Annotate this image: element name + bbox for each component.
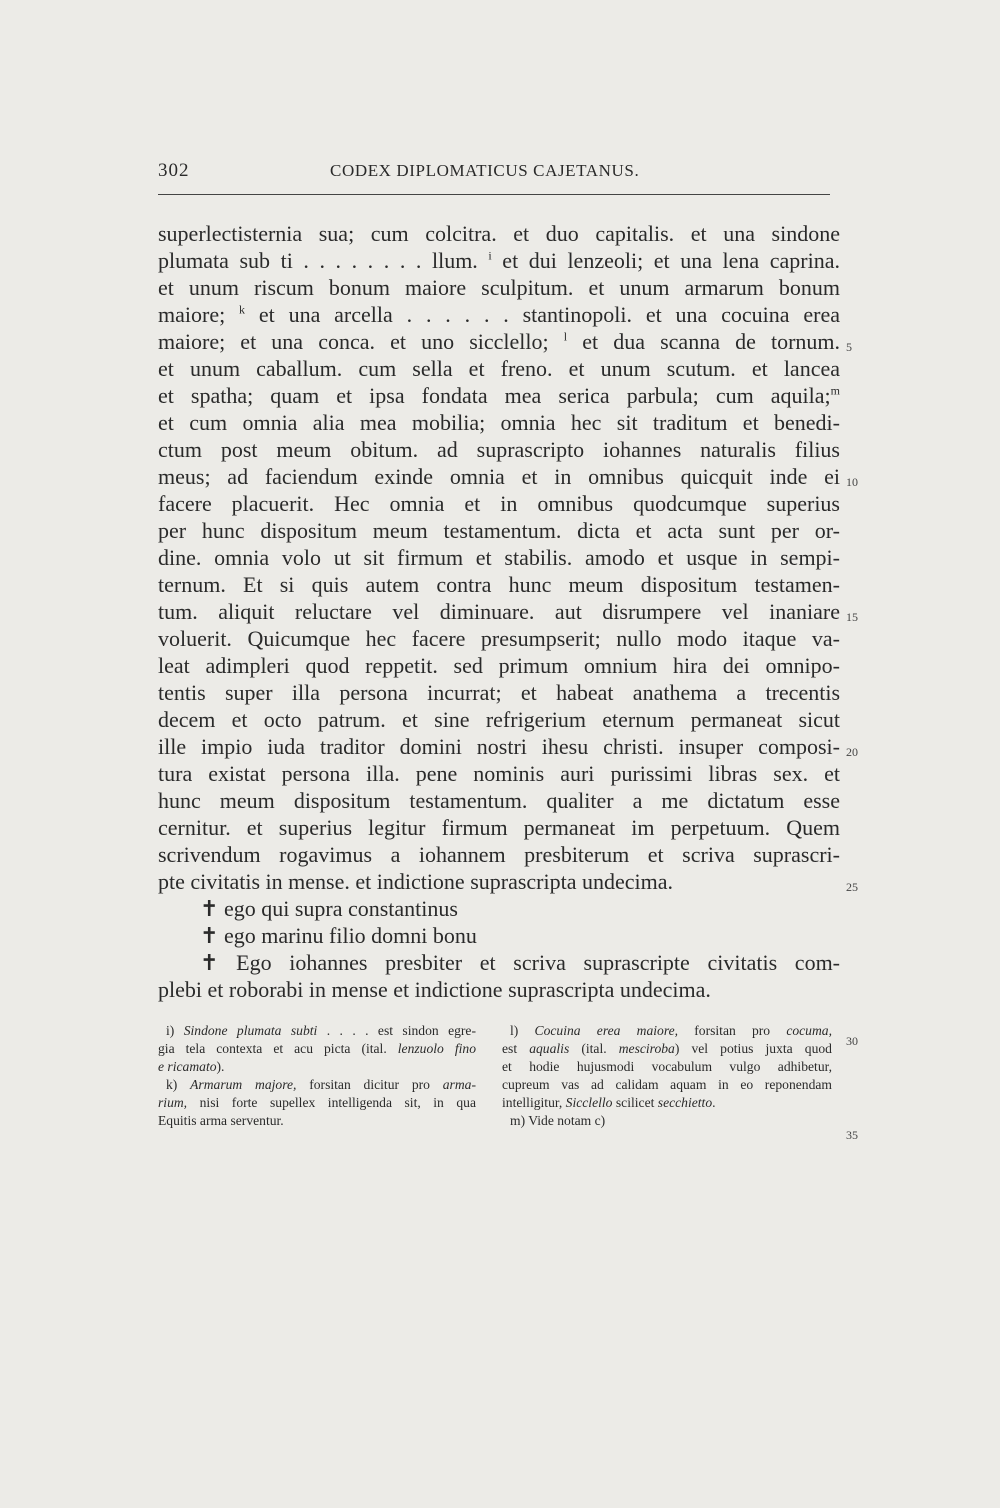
text-line: decem et octo patrum. et sine refrigerium eternum permaneat sicut <box>158 707 840 732</box>
text-line: ille impio iuda traditor domini nostri ihesu christi. insuper composi- <box>158 734 840 759</box>
text-line: ternum. Et si quis autem contra hunc meum dispositum testamen- <box>158 572 840 597</box>
cross-icon: ✝ <box>200 950 219 975</box>
text-line: plebi et roborabi in mense et indictione suprascripta undecima. <box>158 977 711 1002</box>
footnote-m: m) Vide notam c) <box>510 1113 606 1128</box>
footnotes-right: l) Cocuina erea maiore, forsitan pro cocuma, est aqualis (ital. mesciroba) vel potius juxta quod et hodie hujusmodi vocabulum vulgo adhibetur, cupreum vas ad calidam aquam in eo reponendam intelligitur, Sicclello scilicet secchietto. m) Vide notam c) <box>502 1023 832 1128</box>
footnote-ref-m: m <box>830 383 840 398</box>
text-line: tum. aliquit reluctare vel diminuare. aut disrumpere vel inaniare <box>158 599 840 624</box>
running-title: CODEX DIPLOMATICUS CAJETANUS. <box>330 161 640 180</box>
footnote-ref-k: k <box>239 302 246 317</box>
main-text <box>158 220 840 1003</box>
footnote-ref-l: l <box>563 329 568 344</box>
footnote-l: l) Cocuina erea maiore, forsitan pro cocuma, <box>510 1023 832 1038</box>
text-line: pte civitatis in mense. et indictione suprascripta undecima. <box>158 869 674 894</box>
text-line: ctum post meum obitum. ad suprascripto iohannes naturalis filius <box>158 437 840 462</box>
text-line: cernitur. et superius legitur firmum permaneat im perpetuum. Quem <box>158 815 840 840</box>
text-line: tura existat persona illa. pene nominis auri purissimi libras sex. et <box>158 761 840 786</box>
text-line: hunc meum dispositum testamentum. qualiter a me dictatum esse <box>158 788 840 813</box>
footnote-i: i) Sindone plumata subti . . . . est sindon egre- <box>166 1023 476 1038</box>
footnote-ref-i: i <box>488 248 492 263</box>
text-line: tentis super illa persona incurrat; et habeat anathema a trecentis <box>158 680 840 705</box>
line-number: 10 <box>846 475 858 489</box>
text-line: per hunc dispositum meum testamentum. dicta et acta sunt per or- <box>158 518 840 543</box>
line-number: 15 <box>846 610 858 624</box>
signature-line: ✝ ego marinu filio domni bonu <box>200 923 477 948</box>
text-line: facere placuerit. Hec omnia et in omnibus quodcumque superius <box>158 491 840 516</box>
text-line: leat adimpleri quod reppetit. sed primum omnium hira dei omnipo- <box>158 653 840 678</box>
header-rule <box>158 194 830 195</box>
text-line: plumata sub ti . . . . . . . . llum. $^i$ et dui lenzeoli; et una lena caprina. <box>158 248 841 273</box>
footnotes-left: i) Sindone plumata subti . . . . est sindon egre- gia tela contexta et acu picta (ital. lenzuolo fino e ricamato). k) Armarum majore, forsitan dicitur pro arma- rium, nisi forte supellex intelligenda sit, in qua Equitis arma serventur. <box>158 1023 476 1128</box>
signature-line: ✝ ego qui supra constantinus <box>200 896 458 921</box>
line-number: 30 <box>846 1034 858 1048</box>
text-line: meus; ad faciendum exinde omnia et in omnibus quicquit inde ei <box>158 464 840 489</box>
line-number: 35 <box>846 1128 858 1142</box>
text-line: maiore; $^k$ et una arcella . . . . . . stantinopoli. et una cocuina erea <box>158 302 840 327</box>
page-number: 302 <box>158 160 190 181</box>
text-line: et spatha; quam et ipsa fondata mea serica parbula; cum aquila;$^m$ <box>158 383 840 408</box>
text-line: scrivendum rogavimus a iohannem presbiterum et scriva suprascri- <box>158 842 840 867</box>
page-header <box>158 160 830 188</box>
text-line: superlectisternia sua; cum colcitra. et duo capitalis. et una sindone <box>158 221 840 246</box>
text-line: et unum caballum. cum sella et freno. et unum scutum. et lancea <box>158 356 840 381</box>
text-line: dine. omnia volo ut sit firmum et stabilis. amodo et usque in sempi- <box>158 545 840 570</box>
footnote-k: k) Armarum majore, forsitan dicitur pro arma- <box>166 1077 476 1092</box>
line-number: 20 <box>846 745 858 759</box>
line-number: 25 <box>846 880 858 894</box>
cross-icon: ✝ <box>200 923 219 948</box>
text-line: et unum riscum bonum maiore sculpitum. et unum armarum bonum <box>158 275 840 300</box>
line-number: 5 <box>846 340 852 354</box>
signature-line: ✝ Ego iohannes presbiter et scriva suprascripte civitatis com- <box>200 950 841 975</box>
text-line: maiore; et una conca. et uno sicclello; $^l$ et dua scanna de tornum. <box>158 329 841 354</box>
cross-icon: ✝ <box>200 896 219 921</box>
text-line: voluerit. Quicumque hec facere presumpserit; nullo modo itaque va- <box>158 626 840 651</box>
text-line: et cum omnia alia mea mobilia; omnia hec sit traditum et benedi- <box>158 410 840 435</box>
